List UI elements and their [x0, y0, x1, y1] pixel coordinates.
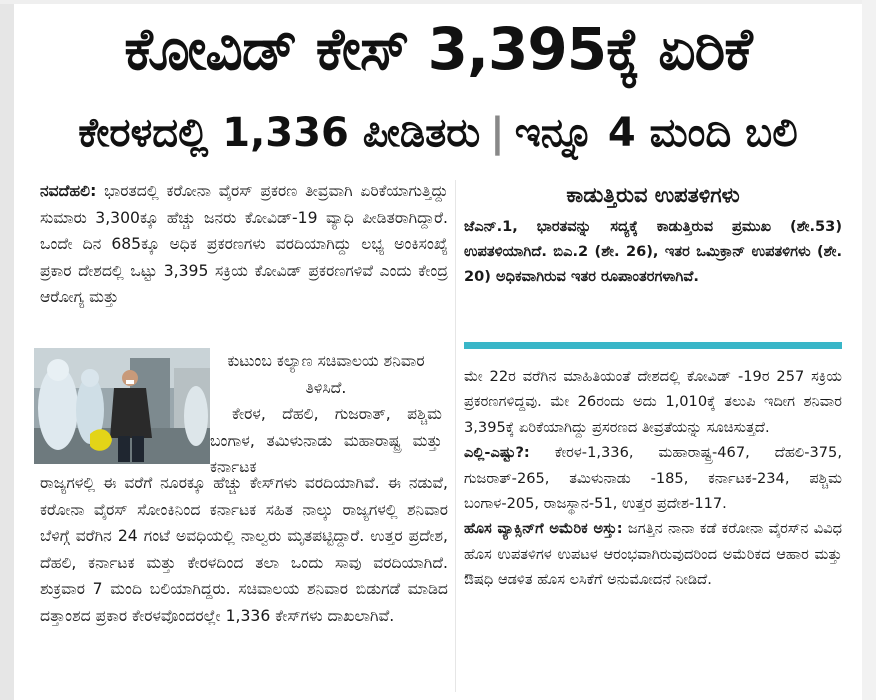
sidebar-box: [464, 178, 842, 289]
right-margin: [862, 0, 876, 700]
vaccine-text: ಜಗತ್ತಿನ ನಾನಾ ಕಡೆ ಕರೋನಾ ವೈರಸ್‌ನ ವಿವಿಧ ಹೊಸ ಉಪತಳಿಗಳ ಉಪಟಳ ಆರಂಭವಾಗಿರುವುದರಿಂದ ಅಮೆರಿಕದ ಆಹಾರ ಮತ್ತು ಔಷಧಿ ಆಡಳಿತ ಹೊಸ ಲಸಿಕೆಗೆ ಅನುಮೋದನೆ ನೀಡಿದೆ.: [464, 520, 843, 589]
right-paragraph-2: [464, 440, 842, 516]
paragraph-second-start: ಕೇರಳ, ದೆಹಲಿ, ಗುಜರಾತ್, ಪಶ್ಚಿಮ ಬಂಗಾಳ, ತಮಿಳುನಾಡು ಮಹಾರಾಷ್ಟ್ರ ಮತ್ತು ಕರ್ನಾಟಕ: [210, 405, 442, 477]
left-margin: [0, 0, 14, 700]
vaccine-label: ಹೊಸ ವ್ಯಾಕ್ಸಿನ್‌ಗೆ ಅಮೆರಿಕ ಅಸ್ತು:: [464, 520, 623, 538]
right-paragraph-1: ಮೇ 22ರ ವರೆಗಿನ ಮಾಹಿತಿಯಂತೆ ದೇಶದಲ್ಲಿ ಕೋವಿಡ್ -19ರ 257 ಸಕ್ರಿಯ ಪ್ರಕರಣಗಳಿದ್ದವು. ಮೇ 26ರಂದು ಅದು 1,010ಕ್ಕೆ ತಲುಪಿ ಇದೀಗ ಶನಿವಾರ 3,395ಕ್ಕೆ ಏರಿಕೆಯಾಗಿದ್ದು ಪ್ರಸರಣದ ತೀವ್ರತೆಯನ್ನು ಸೂಚಿಸುತ್ತದೆ.: [464, 368, 842, 436]
newspaper-clipping: [34, 4, 842, 700]
paragraph-end: ಕುಟುಂಬ ಕಲ್ಯಾಣ ಸಚಿವಾಲಯ ಶನಿವಾರ ತಿಳಿಸಿದೆ.: [227, 352, 425, 397]
subheadline-separator: |: [490, 110, 505, 156]
right-column: [464, 364, 842, 593]
subheadline: [34, 102, 842, 164]
state-counts: ಕೇರಳ-1,336, ಮಹಾರಾಷ್ಟ್ರ-467, ದೆಹಲಿ-375, ಗುಜರಾತ್-265, ತಮಿಳುನಾಡು -185, ಕರ್ನಾಟಕ-234, ಪಶ್ಚಿಮ ಬಂಗಾಳ-205, ರಾಜಸ್ಥಾನ-51, ಉತ್ತರ ಪ್ರದೇಶ-117.: [464, 444, 842, 513]
lead-paragraph: [40, 178, 448, 311]
where-how-many-label: ಎಲ್ಲಿ-ಎಷ್ಟು?:: [464, 444, 530, 462]
box-title: ಕಾಡುತ್ತಿರುವ ಉಪತಳಿಗಳು: [566, 183, 740, 207]
news-photo: [34, 348, 210, 464]
right-paragraph-3: [464, 516, 842, 592]
subheadline-right: ಇನ್ನೂ 4 ಮಂದಿ ಬಲಿ: [514, 110, 798, 156]
left-column: [40, 178, 448, 311]
subheadline-left: ಕೇರಳದಲ್ಲಿ 1,336 ಪೀಡಿತರು: [78, 110, 481, 156]
box-body: ಜೆಎನ್.1, ಭಾರತವನ್ನು ಸದ್ಯಕ್ಕೆ ಕಾಡುತ್ತಿರುವ ಪ್ರಮುಖ (ಶೇ.53) ಉಪತಳಿಯಾಗಿದೆ. ಬಿಎ.2 (ಶೇ. 26), ಇತರ ಒಮಿಕ್ರಾನ್ ಉಪತಳಿಗಳು (ಶೇ. 20) ಅಧಿಕವಾಗಿರುವ ಇತರ ರೂಪಾಂತರಗಳಾಗಿವೆ.: [464, 218, 842, 285]
accent-rule: [464, 342, 842, 349]
left-column-lower: [40, 470, 448, 630]
headline: ಕೋವಿಡ್ ಕೇಸ್ 3,395ಕ್ಕೆ ಏರಿಕೆ: [124, 15, 752, 83]
lead-paragraph-text: ಭಾರತದಲ್ಲಿ ಕರೋನಾ ವೈರಸ್ ಪ್ರಕರಣ ತೀವ್ರವಾಗಿ ಏರಿಕೆಯಾಗುತ್ತಿದ್ದು ಸುಮಾರು 3,300ಕ್ಕೂ ಹೆಚ್ಚು ಜನರು ಕೋವಿಡ್-19 ವ್ಯಾಧಿ ಪೀಡಿತರಾಗಿದ್ದಾರೆ. ಒಂದೇ ದಿನ 685ಕ್ಕೂ ಅಧಿಕ ಪ್ರಕರಣಗಳು ವರದಿಯಾಗಿದ್ದು ಲಭ್ಯ ಅಂಕಿಸಂಖ್ಯೆ ಪ್ರಕಾರ ದೇಶದಲ್ಲಿ ಒಟ್ಟು 3,395 ಸಕ್ರಿಯ ಕೋವಿಡ್ ಪ್ರಕರಣಗಳಿವೆ ಎಂದು ಕೇಂದ್ರ ಆರೋಗ್ಯ ಮತ್ತು: [40, 182, 448, 307]
photo-side-text: [210, 348, 442, 481]
column-divider: [455, 180, 456, 692]
paragraph-second-rest: ರಾಜ್ಯಗಳಲ್ಲಿ ಈ ವರೆಗೆ ನೂರಕ್ಕೂ ಹೆಚ್ಚು ಕೇಸ್‌ಗಳು ವರದಿಯಾಗಿವೆ. ಈ ನಡುವೆ, ಕರೋನಾ ವೈರಸ್ ಸೋಂಕಿನಿಂದ ಕರ್ನಾಟಕ ಸಹಿತ ನಾಲ್ಕು ರಾಜ್ಯಗಳಲ್ಲಿ ಶನಿವಾರ ಬೆಳಿಗ್ಗೆ ವರೆಗಿನ 24 ಗಂಟೆ ಅವಧಿಯಲ್ಲಿ ನಾಲ್ವರು ಮೃತಪಟ್ಟಿದ್ದಾರೆ. ಉತ್ತರ ಪ್ರದೇಶ, ದೆಹಲಿ, ಕರ್ನಾಟಕ ಮತ್ತು ಕೇರಳದಿಂದ ತಲಾ ಒಂದು ಸಾವು ವರದಿಯಾಗಿದೆ. ಶುಕ್ರವಾರ 7 ಮಂದಿ ಬಲಿಯಾಗಿದ್ದರು. ಸಚಿವಾಲಯ ಶನಿವಾರ ಬಿಡುಗಡೆ ಮಾಡಿದ ದತ್ತಾಂಶದ ಪ್ರಕಾರ ಕೇರಳವೊಂದರಲ್ಲೇ 1,336 ಕೇಸ್‌ಗಳು ದಾಖಲಾಗಿವೆ.: [40, 474, 448, 625]
dateline: ನವದೆಹಲಿ:: [40, 182, 97, 200]
